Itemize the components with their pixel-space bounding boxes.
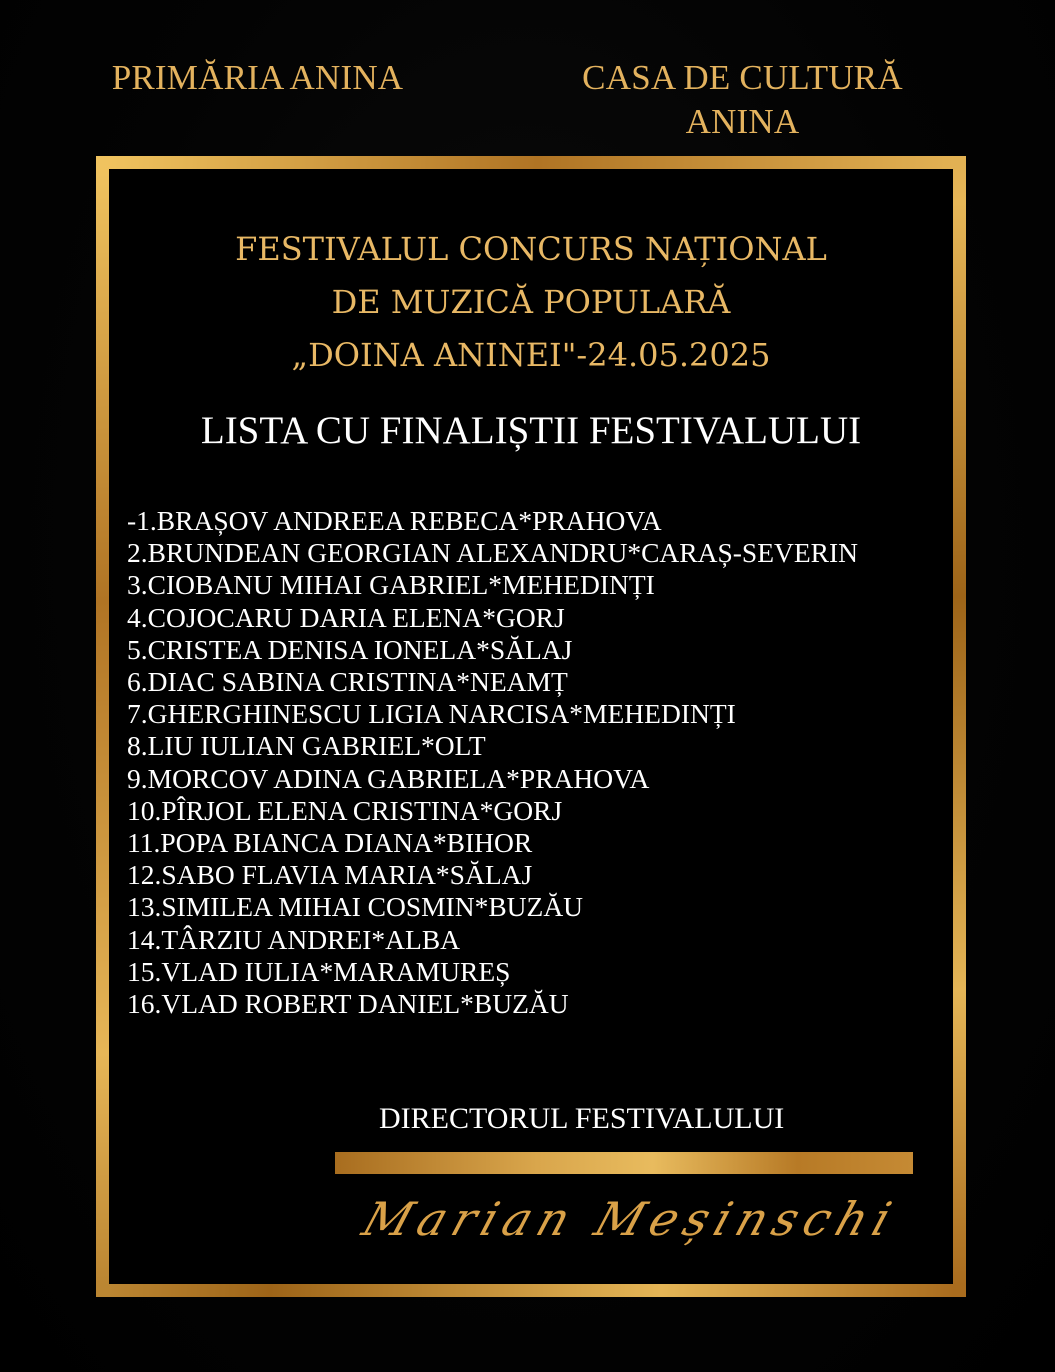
organizer-primaria: [60, 56, 455, 100]
finalist-item: 9.MORCOV ADINA GABRIELA*PRAHOVA: [127, 762, 650, 794]
organizer-casa-line2: ANINA: [685, 102, 800, 141]
finalist-item: -1.BRAȘOV ANDREEA REBECA*PRAHOVA: [127, 505, 662, 536]
frame-content: [109, 169, 953, 1284]
finalist-item: 3.CIOBANU MIHAI GABRIEL*MEHEDINȚI: [127, 569, 655, 601]
finalist-item: 10.PÎRJOL ELENA CRISTINA*GORJ: [127, 794, 563, 826]
finalists-list-title: LISTA CU FINALIȘTII FESTIVALULUI: [200, 409, 862, 452]
finalist-item: 8.LIU IULIAN GABRIEL*OLT: [127, 730, 486, 762]
festival-title-line1: FESTIVALUL CONCURS NAȚIONAL: [235, 230, 827, 268]
organizer-casa-de-cultura: [560, 56, 925, 144]
finalist-item: 7.GHERGHINESCU LIGIA NARCISA*MEHEDINȚI: [127, 698, 736, 730]
signature-divider: [335, 1152, 913, 1174]
finalist-item: 11.POPA BIANCA DIANA*BIHOR: [127, 827, 533, 859]
finalist-item: 14.TÂRZIU ANDREI*ALBA: [127, 923, 461, 955]
finalist-item: 4.COJOCARU DARIA ELENA*GORJ: [127, 601, 565, 633]
festival-title: [109, 223, 953, 382]
gold-frame: [96, 156, 966, 1297]
finalist-item: 5.CRISTEA DENISA IONELA*SĂLAJ: [127, 633, 573, 665]
organizer-primaria-text: PRIMĂRIA ANINA: [111, 58, 404, 97]
festival-title-line2: DE MUZICĂ POPULARĂ: [331, 283, 731, 321]
finalist-item: 16.VLAD ROBERT DANIEL*BUZĂU: [127, 988, 569, 1020]
finalist-item: 13.SIMILEA MIHAI COSMIN*BUZĂU: [127, 891, 584, 923]
finalists-list: [127, 505, 858, 1020]
festival-title-line3: „DOINA ANINEI"-24.05.2025: [291, 336, 771, 374]
organizer-casa-line1: CASA DE CULTURĂ: [582, 58, 903, 97]
finalist-item: 6.DIAC SABINA CRISTINA*NEAMȚ: [127, 666, 568, 698]
director-label: DIRECTORUL FESTIVALULUI: [379, 1102, 785, 1135]
finalist-item: 15.VLAD IULIA*MARAMUREȘ: [127, 955, 511, 987]
finalist-item: 12.SABO FLAVIA MARIA*SĂLAJ: [127, 859, 533, 891]
director-signature: Marian Meșinschi: [356, 1192, 905, 1246]
finalist-item: 2.BRUNDEAN GEORGIAN ALEXANDRU*CARAȘ-SEVERIN: [127, 537, 859, 569]
